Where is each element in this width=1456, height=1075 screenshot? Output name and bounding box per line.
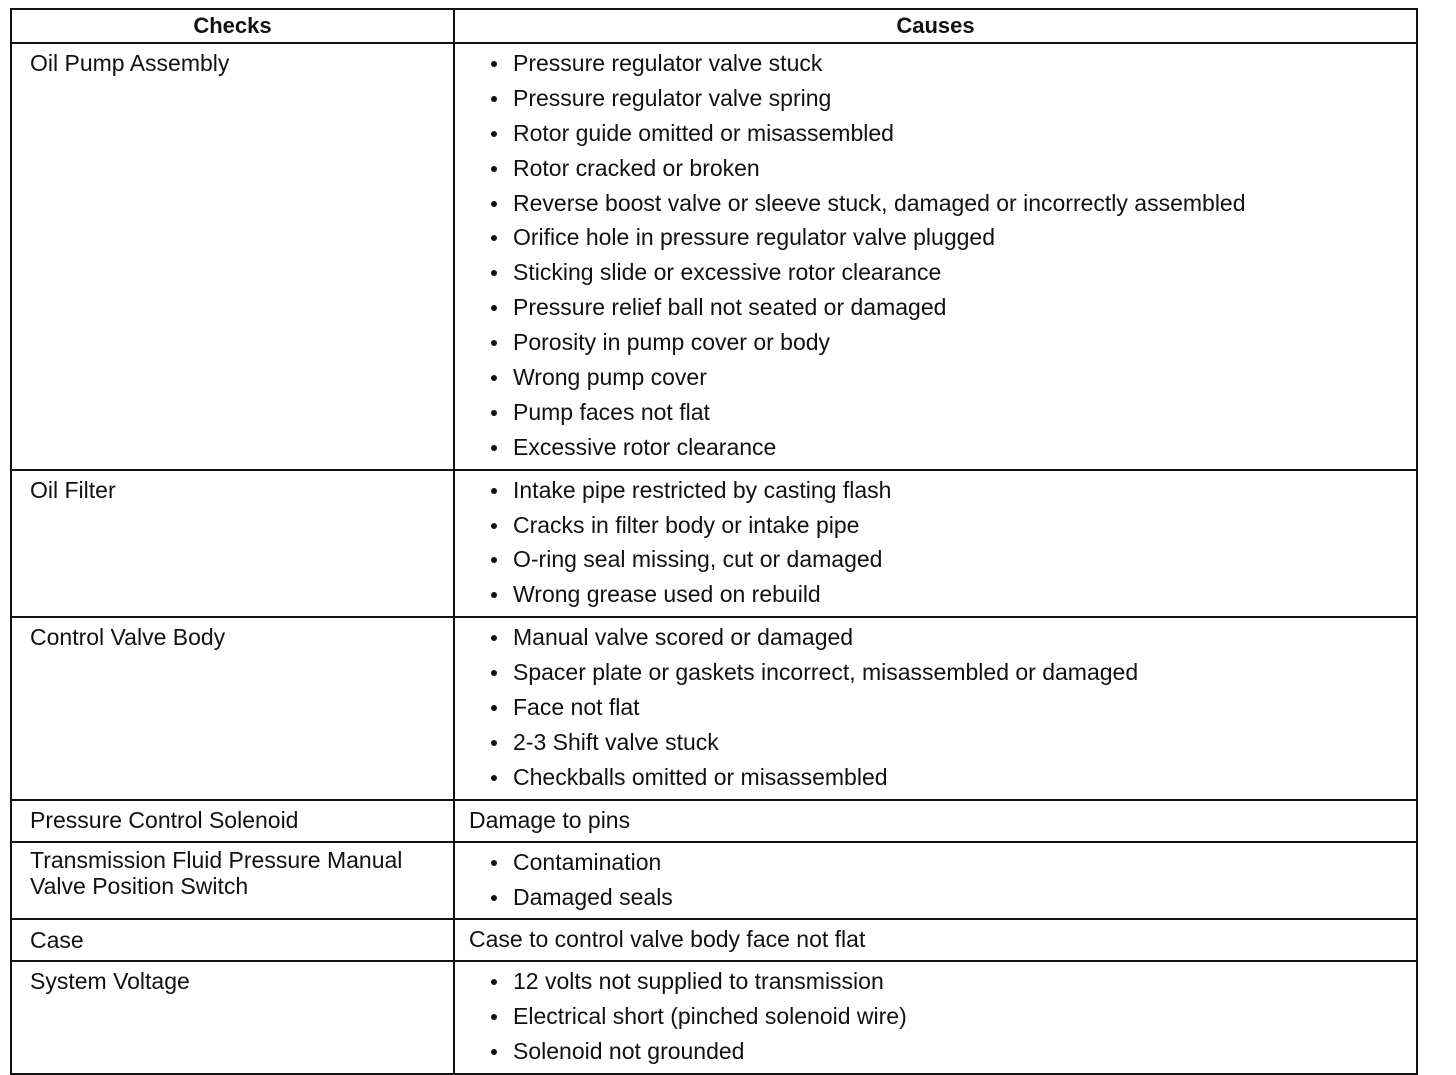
cause-item: Orifice hole in pressure regulator valve plugged [465, 220, 1406, 255]
cause-item: 2-3 Shift valve stuck [465, 725, 1406, 760]
cause-item: Pressure regulator valve spring [465, 81, 1406, 116]
cause-text: Case to control valve body face not flat [469, 926, 866, 953]
cause-item: Damaged seals [465, 880, 1406, 915]
causes-pressure-control-solenoid [454, 800, 1417, 842]
table-row-oil-pump [11, 43, 1417, 470]
cause-item: Pump faces not flat [465, 395, 1406, 430]
check-control-valve-body: Control Valve Body [11, 617, 454, 799]
cause-item: Electrical short (pinched solenoid wire) [465, 999, 1406, 1034]
cause-item: Wrong grease used on rebuild [465, 577, 1406, 612]
cause-item: Sticking slide or excessive rotor clearance [465, 255, 1406, 290]
check-oil-filter: Oil Filter [11, 470, 454, 618]
cause-item: Manual valve scored or damaged [465, 620, 1406, 655]
causes-oil-pump-assembly [454, 43, 1417, 470]
table-row-control-valve-body [11, 617, 1417, 799]
cause-item: Excessive rotor clearance [465, 430, 1406, 465]
causes-control-valve-body [454, 617, 1417, 799]
cause-item: Pressure regulator valve stuck [465, 46, 1406, 81]
cause-item: Intake pipe restricted by casting flash [465, 473, 1406, 508]
causes-system-voltage [454, 961, 1417, 1074]
cause-item: Porosity in pump cover or body [465, 325, 1406, 360]
table-row-oil-filter [11, 470, 1417, 618]
cause-item: Spacer plate or gaskets incorrect, misassembled or damaged [465, 655, 1406, 690]
check-case: Case [11, 919, 454, 961]
cause-item: Rotor cracked or broken [465, 151, 1406, 186]
causes-oil-filter [454, 470, 1417, 618]
cause-item: Cracks in filter body or intake pipe [465, 508, 1406, 543]
check-oil-pump-assembly: Oil Pump Assembly [11, 43, 454, 470]
table-row-pressure-control-solenoid [11, 800, 1417, 842]
cause-item: 12 volts not supplied to transmission [465, 964, 1406, 999]
cause-item: Solenoid not grounded [465, 1034, 1406, 1069]
diagnosis-table-wrapper [10, 8, 1416, 1075]
cause-item: Wrong pump cover [465, 360, 1406, 395]
table-row-tfp-switch [11, 842, 1417, 920]
causes-tfp-manual-valve-position-switch [454, 842, 1417, 920]
table-row-case [11, 919, 1417, 961]
header-causes: Causes [454, 9, 1417, 43]
cause-item: Reverse boost valve or sleeve stuck, damaged or incorrectly assembled [465, 186, 1406, 221]
cause-item: O-ring seal missing, cut or damaged [465, 542, 1406, 577]
checks-causes-table [10, 8, 1418, 1075]
header-checks: Checks [11, 9, 454, 43]
table-header-row [11, 9, 1417, 43]
cause-item: Rotor guide omitted or misassembled [465, 116, 1406, 151]
check-tfp-manual-valve-position-switch [11, 842, 454, 920]
causes-case [454, 919, 1417, 961]
cause-item: Contamination [465, 845, 1406, 880]
cause-item: Face not flat [465, 690, 1406, 725]
check-label-line-1: Transmission Fluid Pressure Manual [30, 846, 403, 873]
cause-item: Pressure relief ball not seated or damaged [465, 290, 1406, 325]
cause-text: Damage to pins [469, 806, 631, 833]
check-label-line-2: Valve Position Switch [30, 872, 249, 899]
check-pressure-control-solenoid: Pressure Control Solenoid [11, 800, 454, 842]
cause-item: Checkballs omitted or misassembled [465, 760, 1406, 795]
check-system-voltage: System Voltage [11, 961, 454, 1074]
table-row-system-voltage [11, 961, 1417, 1074]
